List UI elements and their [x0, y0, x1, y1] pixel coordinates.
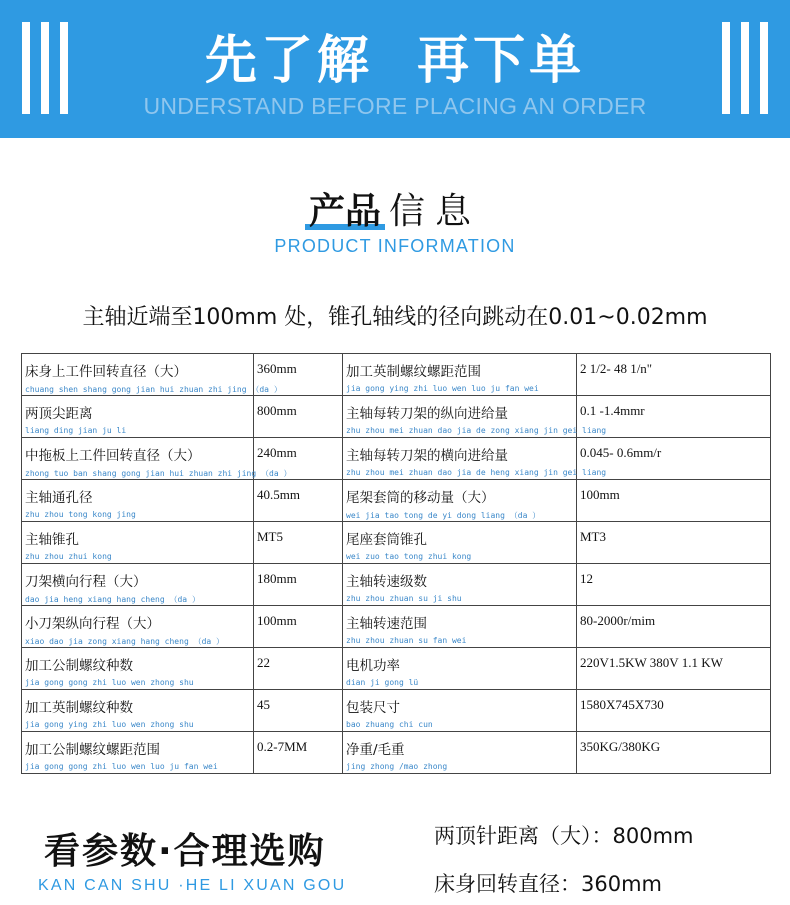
spec-pinyin: jia gong ying zhi luo wen zhong shu	[25, 720, 194, 729]
spec-name-cell	[343, 522, 577, 564]
spec-name-cell	[343, 606, 577, 648]
spec-value-cell	[577, 480, 771, 522]
spec-value: 40.5mm	[257, 487, 300, 502]
spec-name: 中拖板上工件回转直径（大）	[25, 448, 201, 464]
spec-value: 220V1.5KW 380V 1.1 KW	[580, 655, 723, 670]
spec-name: 尾座套筒锥孔	[346, 532, 427, 548]
spec-value: 0.045- 0.6mm/r	[580, 445, 662, 460]
spec-value-cell	[577, 354, 771, 396]
spec-name: 电机功率	[346, 658, 400, 674]
table-row	[22, 480, 771, 522]
spec-value-cell	[254, 648, 343, 690]
spec-value: 100mm	[257, 613, 297, 628]
spec-pinyin: zhu zhou mei zhuan dao jia de zong xiang jin gei liang	[346, 426, 607, 435]
spec-name-cell	[22, 606, 254, 648]
spec-value-cell	[254, 690, 343, 732]
spec-pinyin: bao zhuang chi cun	[346, 720, 433, 729]
spec-pinyin: chuang shen shang gong jian hui zhuan zhi jing （da ）	[25, 385, 282, 394]
spec-pinyin: xiao dao jia zong xiang hang cheng （da ）	[25, 637, 225, 646]
spec-name-cell	[22, 564, 254, 606]
spec-name: 刀架横向行程（大）	[25, 574, 147, 590]
spec-name-cell	[343, 354, 577, 396]
spec-pinyin: jing zhong /mao zhong	[346, 762, 448, 771]
spec-value: MT3	[580, 529, 606, 544]
runout-note: 主轴近端至100mm 处，锥孔轴线的径向跳动在0.01~0.02mm	[82, 305, 708, 330]
spec-name: 小刀架纵向行程（大）	[25, 616, 160, 632]
spec-name-cell	[22, 690, 254, 732]
spec-name-cell	[22, 396, 254, 438]
spec-pinyin: dian ji gong lü	[346, 678, 419, 687]
spec-value-cell	[254, 564, 343, 606]
table-row	[22, 438, 771, 480]
spec-value: 12	[580, 571, 593, 586]
spec-name-cell	[22, 732, 254, 774]
spec-table	[21, 353, 771, 774]
spec-pinyin: dao jia heng xiang hang cheng （da ）	[25, 595, 200, 604]
table-row	[22, 396, 771, 438]
spec-name: 两顶尖距离	[25, 406, 93, 422]
spec-value: 80-2000r/mim	[580, 613, 656, 628]
section-title	[0, 183, 790, 234]
spec-value: 100mm	[580, 487, 620, 502]
spec-value: 800mm	[257, 403, 297, 418]
spec-value-cell	[577, 606, 771, 648]
spec-pinyin: jia gong ying zhi luo wen luo ju fan wei	[346, 384, 539, 393]
spec-name: 主轴锥孔	[25, 532, 79, 548]
spec-name-cell	[343, 480, 577, 522]
spec-name-cell	[343, 690, 577, 732]
banner-subtitle: UNDERSTAND BEFORE PLACING AN ORDER	[143, 93, 647, 119]
spec-name: 包装尺寸	[346, 700, 400, 716]
spec-name-cell	[343, 732, 577, 774]
section-subtitle: PRODUCT INFORMATION	[274, 236, 516, 256]
spec-name-cell	[343, 438, 607, 480]
spec-value-cell	[254, 480, 343, 522]
spec-value-cell	[577, 438, 771, 480]
spec-value: 240mm	[257, 445, 297, 460]
spec-pinyin: wei jia tao tong de yi dong liang （da ）	[346, 511, 541, 520]
table-row	[22, 606, 771, 648]
table-row	[22, 564, 771, 606]
spec-pinyin: jia gong gong zhi luo wen luo ju fan wei	[25, 762, 218, 771]
footer-title: 看参数·合理选购	[44, 831, 326, 872]
spec-name-cell	[22, 522, 254, 564]
spec-value: 350KG/380KG	[580, 739, 661, 754]
table-row	[22, 648, 771, 690]
spec-pinyin: zhu zhou zhuan su ji shu	[346, 594, 462, 603]
spec-name: 加工英制螺纹种数	[25, 700, 133, 716]
spec-name: 主轴转速范围	[346, 616, 427, 632]
spec-name: 加工公制螺纹种数	[25, 658, 133, 674]
spec-value: 180mm	[257, 571, 297, 586]
spec-value: 0.2-7MM	[257, 739, 308, 754]
spec-value-cell	[254, 522, 343, 564]
section-title-bold: 产品	[309, 183, 381, 234]
spec-value: MT5	[257, 529, 283, 544]
spec-value: 360mm	[257, 361, 297, 376]
spec-name-cell	[22, 480, 254, 522]
spec-pinyin: jia gong gong zhi luo wen zhong shu	[25, 678, 194, 687]
spec-pinyin: wei zuo tao tong zhui kong	[346, 552, 472, 561]
spec-value-cell	[254, 732, 343, 774]
spec-value-cell	[577, 522, 771, 564]
spec-pinyin: zhu zhou mei zhuan dao jia de heng xiang jin gei liang	[346, 468, 607, 477]
spec-name: 加工公制螺纹螺距范围	[25, 742, 160, 758]
spec-pinyin: zhu zhou tong kong jing	[25, 510, 136, 519]
spec-value: 45	[257, 697, 270, 712]
spec-name: 尾架套筒的移动量（大）	[346, 490, 495, 506]
table-row	[22, 690, 771, 732]
section-title-light: 信息	[389, 191, 482, 232]
table-row	[22, 522, 771, 564]
spec-name-cell	[343, 396, 607, 438]
spec-pinyin: zhu zhou zhui kong	[25, 552, 112, 561]
spec-value-cell	[254, 354, 343, 396]
footer-subtitle: KAN CAN SHU ·HE LI XUAN GOU	[38, 877, 347, 894]
spec-value-cell	[577, 690, 771, 732]
footer-spec-swing-diameter: 床身回转直径：360mm	[434, 872, 662, 896]
table-row	[22, 732, 771, 774]
table-row	[22, 354, 771, 396]
spec-name: 主轴每转刀架的横向进给量	[346, 448, 508, 464]
spec-pinyin: liang ding jian ju li	[25, 426, 127, 435]
spec-name: 床身上工件回转直径（大）	[25, 364, 187, 380]
spec-value: 1580X745X730	[580, 697, 664, 712]
spec-pinyin: zhong tuo ban shang gong jian hui zhuan zhi jing （da ）	[25, 469, 292, 478]
spec-name-cell	[22, 648, 254, 690]
spec-name: 主轴通孔径	[25, 490, 93, 506]
spec-name: 净重/毛重	[346, 742, 405, 758]
spec-value: 0.1 -1.4mmr	[580, 403, 645, 418]
spec-value-cell	[577, 648, 771, 690]
spec-name: 主轴每转刀架的纵向进给量	[346, 406, 508, 422]
spec-value-cell	[577, 396, 771, 438]
spec-name: 加工英制螺纹螺距范围	[346, 364, 481, 380]
spec-name-cell	[343, 564, 577, 606]
spec-value: 22	[257, 655, 270, 670]
spec-value: 2 1/2- 48 1/n"	[580, 361, 653, 376]
spec-value-cell	[254, 396, 343, 438]
spec-name-cell	[343, 648, 577, 690]
spec-value-cell	[577, 564, 771, 606]
header-banner	[0, 0, 790, 138]
spec-value-cell	[254, 606, 343, 648]
spec-value-cell	[577, 732, 771, 774]
footer-spec-center-distance: 两顶针距离（大）：800mm	[434, 824, 694, 848]
spec-name: 主轴转速级数	[346, 574, 427, 590]
spec-value-cell	[254, 438, 343, 480]
spec-pinyin: zhu zhou zhuan su fan wei	[346, 636, 467, 645]
banner-title: 先了解 再下单	[204, 31, 586, 91]
